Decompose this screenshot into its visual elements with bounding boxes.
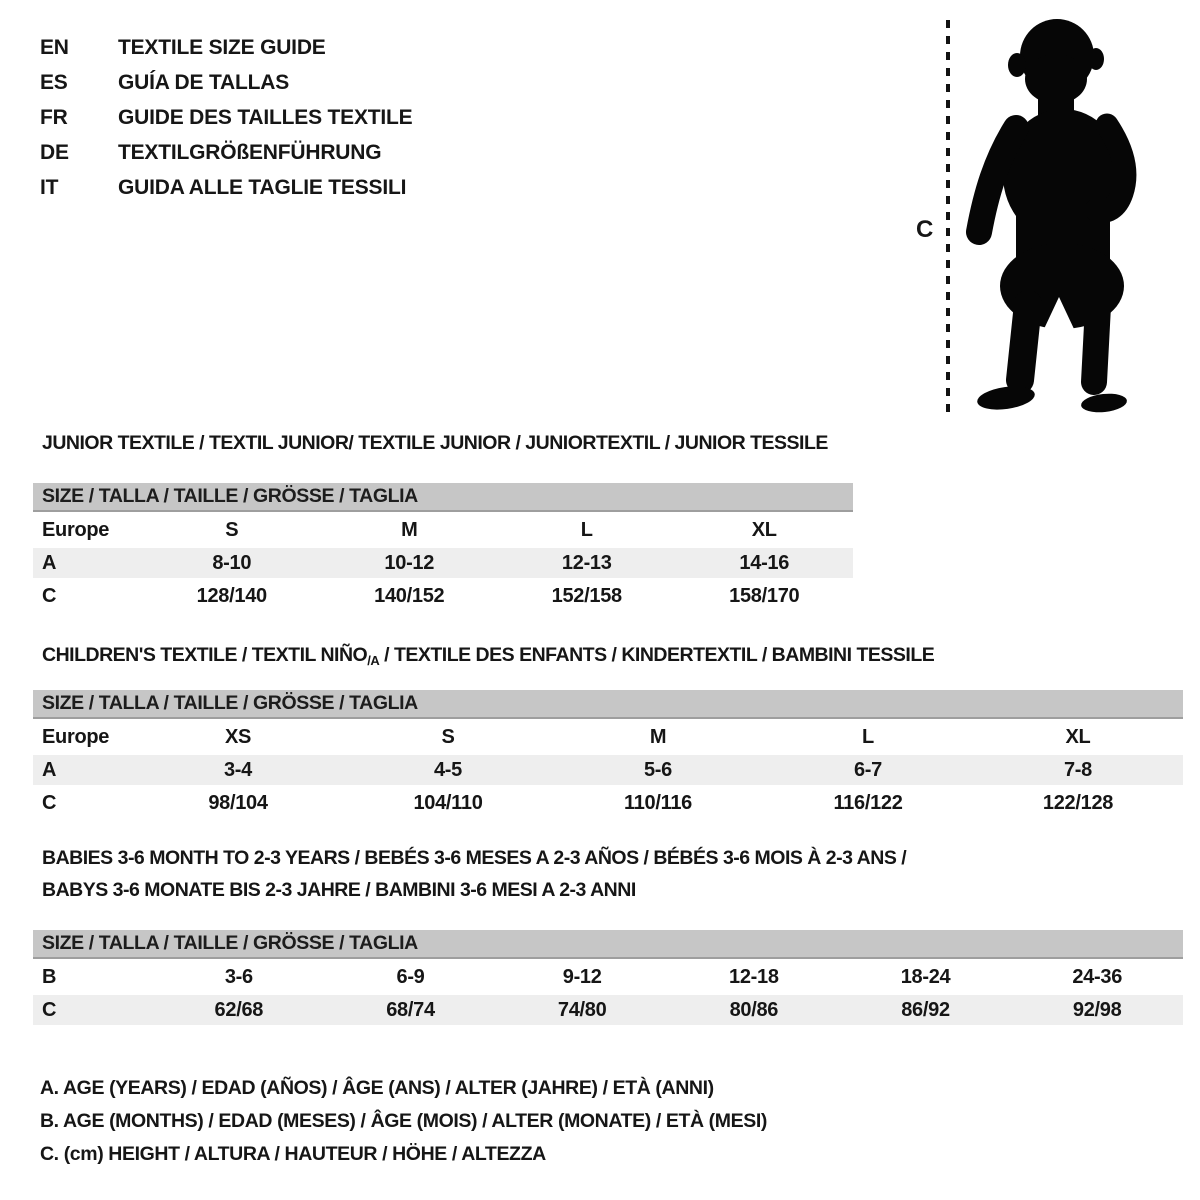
table-row: [33, 995, 1183, 1025]
size-value-cell: 3-6: [224, 966, 253, 988]
size-value-cell: 18-24: [900, 966, 951, 988]
row-label: Europe: [42, 519, 110, 541]
table-row: [33, 755, 1183, 785]
language-code: ES: [40, 70, 68, 94]
language-title-list: [40, 30, 412, 205]
size-value-cell: 10-12: [384, 552, 435, 574]
size-value-cell: 140/152: [374, 585, 445, 607]
section-title-junior: JUNIOR TEXTILE / TEXTIL JUNIOR/ TEXTILE JUNIOR / JUNIORTEXTIL / JUNIOR TESSILE: [42, 432, 828, 454]
row-label: A: [42, 552, 57, 574]
language-row: [40, 100, 412, 135]
language-code: EN: [40, 35, 69, 59]
size-value-cell: XL: [751, 519, 777, 541]
height-measure-dashed-line: [946, 20, 950, 416]
size-value-cell: 6-9: [396, 966, 425, 988]
size-value-cell: XL: [1065, 726, 1091, 748]
language-row: [40, 170, 412, 205]
size-value-cell: 3-4: [223, 759, 252, 781]
size-value-cell: 152/158: [551, 585, 622, 607]
size-value-cell: 98/104: [208, 792, 268, 814]
children-size-table: [33, 690, 1183, 818]
row-label: B: [42, 966, 57, 988]
size-value-cell: 14-16: [739, 552, 790, 574]
size-value-cell: 122/128: [1042, 792, 1114, 814]
table-row: [33, 962, 1183, 992]
size-value-cell: L: [862, 726, 874, 748]
size-value-cell: 8-10: [212, 552, 252, 574]
language-code: IT: [40, 175, 59, 199]
size-value-cell: L: [580, 519, 593, 541]
size-value-cell: 24-36: [1072, 966, 1123, 988]
babies-title-line1: BABIES 3-6 MONTH TO 2-3 YEARS / BEBÉS 3-6 MESES A 2-3 AÑOS / BÉBÉS 3-6 MOIS À 2-3 ANS /: [42, 847, 907, 869]
size-value-cell: 62/68: [214, 999, 264, 1021]
toddler-silhouette-icon: [966, 12, 1144, 422]
section-title-babies: [42, 843, 906, 906]
size-value-cell: S: [225, 519, 239, 541]
guide-title: TEXTILGRÖßENFÜHRUNG: [118, 140, 382, 164]
legend-line-a: A. AGE (YEARS) / EDAD (AÑOS) / ÂGE (ANS) / ALTER (JAHRE) / ETÀ (ANNI): [40, 1077, 714, 1099]
size-value-cell: 104/110: [413, 792, 483, 814]
guide-title: GUÍA DE TALLAS: [118, 70, 290, 94]
language-code: FR: [40, 105, 68, 129]
measurement-legend: [40, 1072, 767, 1171]
row-label: Europe: [42, 726, 110, 748]
guide-title: TEXTILE SIZE GUIDE: [118, 35, 326, 59]
section-title-children: CHILDREN'S TEXTILE / TEXTIL $NIÑO_{/A}$ / TEXTILE DES ENFANTS / KINDERTEXTIL / BAMBINI TESSILE: [42, 644, 935, 668]
size-value-cell: 12-18: [729, 966, 779, 988]
size-value-cell: M: [649, 726, 667, 748]
size-value-cell: 80/86: [729, 999, 779, 1021]
table-row: [33, 722, 1183, 752]
size-value-cell: XS: [224, 726, 252, 748]
row-label: A: [42, 759, 57, 781]
table-row: [33, 788, 1183, 818]
size-value-cell: 128/140: [196, 585, 267, 607]
size-value-cell: 6-7: [853, 759, 882, 781]
size-value-cell: 12-13: [561, 552, 612, 574]
size-value-cell: 7-8: [1063, 759, 1092, 781]
babies-size-table: [33, 930, 1183, 1025]
size-value-cell: 4-5: [433, 759, 462, 781]
guide-title: GUIDA ALLE TAGLIE TESSILI: [118, 175, 407, 199]
junior-size-table: [33, 483, 853, 611]
language-row: [40, 65, 412, 100]
size-value-cell: 110/116: [624, 792, 692, 814]
babies-title-line2: BABYS 3-6 MONATE BIS 2-3 JAHRE / BAMBINI 3-6 MESI A 2-3 ANNI: [42, 878, 636, 901]
size-value-cell: 74/80: [557, 999, 607, 1021]
size-value-cell: S: [441, 726, 455, 748]
guide-title: GUIDE DES TAILLES TEXTILE: [118, 105, 413, 129]
size-value-cell: 116/122: [833, 792, 903, 814]
row-label: C: [42, 585, 57, 607]
legend-line-c: C. (cm) HEIGHT / ALTURA / HAUTEUR / HÖHE / ALTEZZA: [40, 1143, 546, 1165]
size-value-cell: 86/92: [901, 999, 950, 1021]
row-label: C: [42, 999, 57, 1021]
size-value-cell: 92/98: [1072, 999, 1122, 1021]
row-label: C: [42, 792, 57, 814]
gender-suffix-subscript: /A: [367, 653, 380, 668]
size-value-cell: M: [401, 519, 418, 541]
size-value-cell: 5-6: [643, 759, 672, 781]
size-header-bar: SIZE / TALLA / TAILLE / GRÖSSE / TAGLIA: [33, 483, 853, 512]
legend-line-b: B. AGE (MONTHS) / EDAD (MESES) / ÂGE (MOIS) / ALTER (MONATE) / ETÀ (MESI): [40, 1110, 767, 1132]
height-measure-label: C: [916, 216, 934, 243]
table-row: [33, 581, 853, 611]
language-code: DE: [40, 140, 69, 164]
table-row: [33, 515, 853, 545]
size-header-bar: SIZE / TALLA / TAILLE / GRÖSSE / TAGLIA: [33, 930, 1183, 959]
table-row: [33, 548, 853, 578]
language-row: [40, 135, 412, 170]
size-header-bar: SIZE / TALLA / TAILLE / GRÖSSE / TAGLIA: [33, 690, 1183, 719]
language-row: [40, 30, 412, 65]
size-value-cell: 9-12: [562, 966, 602, 988]
size-value-cell: 158/170: [729, 585, 800, 607]
size-value-cell: 68/74: [386, 999, 435, 1021]
